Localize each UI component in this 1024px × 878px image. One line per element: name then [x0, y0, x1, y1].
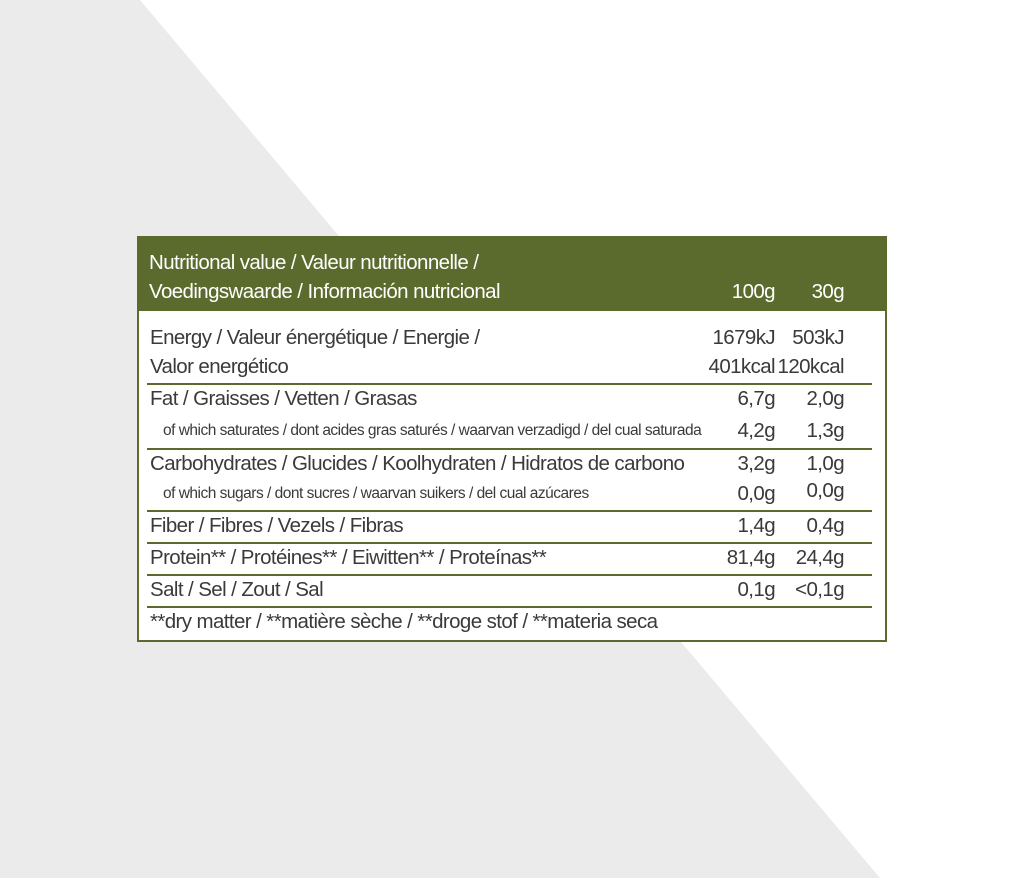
fiber-30g: 0,4g	[806, 514, 844, 537]
salt-30g: <0,1g	[795, 578, 844, 601]
sugars-100g: 0,0g	[737, 482, 775, 505]
energy-kcal-100g: 401kcal	[708, 355, 775, 378]
protein-100g: 81,4g	[726, 546, 775, 569]
energy-kj-100g: 1679kJ	[712, 326, 775, 349]
fat-100g: 6,7g	[737, 387, 775, 410]
saturates-30g: 1,3g	[806, 419, 844, 442]
carbs-100g: 3,2g	[737, 452, 775, 475]
carbs-30g: 1,0g	[806, 452, 844, 475]
fiber-label: Fiber / Fibres / Vezels / Fibras	[150, 514, 404, 537]
header-title-line2: Voedingswaarde / Información nutricional	[149, 280, 500, 303]
divider-line	[147, 574, 872, 576]
header-title-line1: Nutritional value / Valeur nutritionnelle /	[149, 251, 479, 274]
energy-kj-30g: 503kJ	[792, 326, 844, 349]
header-col-30g: 30g	[811, 280, 844, 303]
energy-label-line1: Energy / Valeur énergétique / Energie /	[150, 326, 480, 349]
nutrition-label	[137, 236, 887, 642]
divider-line	[147, 510, 872, 512]
sugars-label: of which sugars / dont sucres / waarvan suikers / del cual azúcares	[163, 485, 589, 502]
salt-100g: 0,1g	[737, 578, 775, 601]
protein-label: Protein** / Protéines** / Eiwitten** / Proteínas**	[150, 546, 547, 569]
divider-line	[147, 606, 872, 608]
header-col-100g: 100g	[731, 280, 775, 303]
saturates-100g: 4,2g	[737, 419, 775, 442]
footnote: **dry matter / **matière sèche / **droge stof / **materia seca	[150, 610, 658, 633]
protein-30g: 24,4g	[795, 546, 844, 569]
fiber-100g: 1,4g	[737, 514, 775, 537]
energy-kcal-30g: 120kcal	[777, 355, 844, 378]
divider-line	[147, 448, 872, 450]
divider-line	[147, 542, 872, 544]
fat-30g: 2,0g	[806, 387, 844, 410]
label-header	[139, 238, 885, 311]
divider-line	[147, 383, 872, 385]
sugars-30g: 0,0g	[806, 479, 844, 502]
saturates-label: of which saturates / dont acides gras saturés / waarvan verzadigd / del cual saturada	[163, 422, 702, 439]
fat-label: Fat / Graisses / Vetten / Grasas	[150, 387, 417, 410]
carbs-label: Carbohydrates / Glucides / Koolhydraten / Hidratos de carbono	[150, 452, 685, 475]
energy-label-line2: Valor energético	[150, 355, 289, 378]
salt-label: Salt / Sel / Zout / Sal	[150, 578, 324, 601]
